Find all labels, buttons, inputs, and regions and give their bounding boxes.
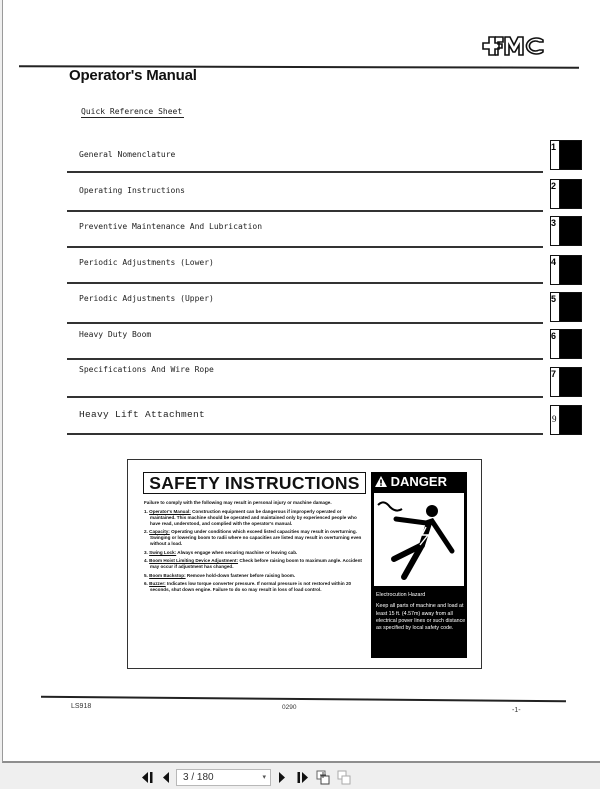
copy-page-icon[interactable]: [316, 770, 330, 785]
safety-instructions-box: [127, 459, 482, 669]
footer-date-code: 0290: [282, 704, 297, 711]
document-subtitle: Quick Reference Sheet: [81, 107, 183, 116]
toc-divider: [67, 322, 543, 324]
section-tab-5: 5: [550, 292, 582, 322]
section-tab-9: 9: [550, 405, 582, 435]
footer-rule: [41, 696, 566, 702]
safety-item: 4. Boom Hoist Limiting Device Adjustment: Check before raising boom to maximum angle. Accident may occur if adjustment has changed.: [144, 558, 362, 569]
toc-label: Heavy Duty Boom: [79, 330, 152, 339]
next-page-icon[interactable]: [278, 771, 286, 784]
toc-label: Periodic Adjustments (Lower): [79, 258, 214, 267]
toc-label: Heavy Lift Attachment: [79, 409, 206, 420]
fmc-logo: [481, 34, 553, 58]
footer-page-number: -1-: [512, 707, 521, 714]
safety-item: 2. Capacity: Operating under conditions which exceed listed capacities may result in overturning. Swinging or lowering boom to radii where no capacities are listed may result in overturning even without a load.: [144, 529, 362, 546]
safety-item: 5. Boom Backstop: Remove hold-down fastener before raising boom.: [144, 572, 296, 578]
safety-intro: Failure to comply with the following may result in personal injury or machine damage.: [144, 500, 332, 505]
safety-item: 6. Buzzer: Indicates low torque converter pressure. If normal pressure is not restored within 20 seconds, shut down engine. Failure to do so may result in loss of load control.: [144, 581, 352, 592]
toc-divider: [67, 282, 543, 284]
toc-label: Specifications And Wire Rope: [79, 365, 214, 374]
toc-divider: [67, 246, 543, 248]
first-page-icon[interactable]: [142, 771, 154, 784]
danger-heading: DANGER: [371, 472, 467, 492]
electrocution-pictogram-icon: [374, 493, 464, 586]
section-tab-3: 3: [550, 216, 582, 246]
toc-divider: [67, 396, 543, 398]
pdf-page: [2, 0, 600, 763]
pdf-navigation-toolbar: [0, 766, 600, 789]
section-tab-1: 1: [550, 140, 582, 170]
previous-page-icon[interactable]: [162, 771, 170, 784]
safety-item: 3. Swing Lock: Always engage when securing machine or leaving cab.: [144, 549, 298, 555]
page-number-input[interactable]: 3 / 180 ▾: [176, 769, 271, 786]
safety-body: [144, 500, 366, 596]
last-page-icon[interactable]: [296, 771, 308, 784]
toc-divider: [67, 171, 543, 173]
section-tab-4: 4: [550, 255, 582, 285]
section-tab-7: 7: [550, 367, 582, 397]
danger-panel: [371, 472, 467, 658]
warning-triangle-icon: [375, 476, 387, 487]
toc-label: Preventive Maintenance And Lubrication: [79, 222, 263, 231]
section-tab-2: 2: [550, 179, 582, 209]
danger-caption: Electrocution Hazard Keep all parts of machine and load at least 15 ft. (4.57m) away from all electrical power lines or such distance as specified by local safety code.: [376, 592, 466, 632]
safety-item: 1. Operator's Manual: Construction equipment can be dangerous if improperly operated or maintained. This machine should be operated and maintained only by experienced people who have read, understood, and complied with the operator's manual.: [144, 508, 357, 526]
document-title: Operator's Manual: [69, 67, 197, 84]
toc-label: Operating Instructions: [79, 186, 185, 195]
toc-divider: [67, 358, 543, 360]
safety-heading: SAFETY INSTRUCTIONS: [143, 472, 366, 494]
paste-page-icon[interactable]: [337, 770, 351, 785]
toc-divider: [67, 210, 543, 212]
section-tab-6: 6: [550, 329, 582, 359]
footer-doc-code: LS918: [71, 703, 92, 710]
page-dropdown-caret-icon[interactable]: ▾: [262, 774, 266, 781]
toc-label: Periodic Adjustments (Upper): [79, 294, 214, 303]
toc-label: General Nomenclature: [79, 150, 176, 159]
toc-divider: [67, 433, 543, 435]
